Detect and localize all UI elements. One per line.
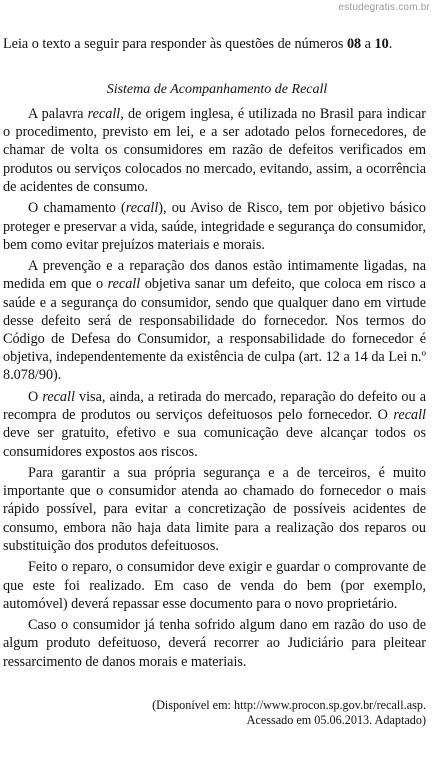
source-line-2: Acessado em 05.06.2013. Adaptado) bbox=[246, 713, 426, 727]
source-citation bbox=[152, 698, 426, 728]
paragraph-2-c: ), ou Aviso de Risco, tem por objetivo básico proteger e preservar a vida, saúde, integridade e segurança do consumidor, bem como evitar prejuízos materiais e morais. bbox=[3, 200, 427, 253]
paragraph-5: Para garantir a sua própria segurança e a de terceiros, é muito importante que o consumidor atenda ao chamado do fornecedor o mais rápido possível, para evitar a concretização de possíveis acidentes de consumo, embora não haja data limite para a realização dos reparos ou substituição dos produtos defeituosos. bbox=[3, 465, 426, 554]
paragraph-2 bbox=[3, 199, 426, 254]
paragraph-4-a: O bbox=[28, 388, 43, 405]
paragraph-7: Caso o consumidor já tenha sofrido algum dano em razão do uso de algum produto defeituoso, deverá recorrer ao Judiciário para pleitear ressarcimento de danos morais e materiais. bbox=[3, 617, 426, 670]
article-body bbox=[3, 105, 426, 674]
paragraph-2-a: O chamamento ( bbox=[28, 200, 126, 217]
paragraph-4-c: visa, ainda, a retirada do mercado, reparação do defeito ou a recompra de produtos ou serviços defeituosos pelo fornecedor. O bbox=[3, 388, 426, 424]
paragraph-1-a: A palavra bbox=[28, 106, 88, 122]
article-title: Sistema de Acompanhamento de Recall bbox=[106, 82, 328, 97]
paragraph-4-term: recall bbox=[42, 388, 75, 405]
instruction-suffix: . bbox=[388, 36, 393, 52]
instruction-prefix: Leia o texto a seguir para responder às questões de números bbox=[3, 36, 347, 52]
instruction-middle: a bbox=[361, 36, 375, 52]
source-line-1: (Disponível em: http://www.procon.sp.gov.br/recall.asp. bbox=[152, 698, 426, 712]
question-to: 10 bbox=[374, 36, 389, 52]
question-from: 08 bbox=[346, 36, 362, 52]
paragraph-1 bbox=[3, 105, 426, 196]
paragraph-1-c: , de origem inglesa, é utilizada no Brasil para indicar o procedimento, previsto em lei, e a ser adotado pelos fornecedores, de chamar de volta os consumidores em razão de defeitos verificados em produtos ou serviços colocados no mercado, evitando, assim, a ocorrência de acidentes de consumo. bbox=[3, 106, 426, 195]
instruction-line bbox=[3, 36, 428, 53]
paragraph-3-term: recall bbox=[107, 276, 141, 293]
paragraph-6: Feito o reparo, o consumidor deve exigir e guardar o comprovante de que este foi realizado. Em caso de venda do bem (por exemplo, automóvel) deverá repassar esse documento para o novo proprietário. bbox=[3, 559, 426, 612]
paragraph-3-c: objetiva sanar um defeito, que coloca em risco a saúde e a segurança do consumidor, sendo que qualquer dano em virtude desse defeito será de responsabilidade do fornecedor. Nos termos do Código de Defesa do Consumidor, a responsabilidade do fornecedor é objetiva, independentemente da existência de culpa (art. 12 a 14 da Lei n.º 8.078/90). bbox=[3, 276, 426, 384]
paragraph-2-term: recall bbox=[125, 200, 159, 217]
watermark: estudegratis.com.br bbox=[338, 2, 430, 13]
paragraph-3-a: A prevenção e a reparação dos danos estão intimamente ligadas, na medida em que o bbox=[3, 258, 426, 293]
paragraph-1-term: recall bbox=[87, 106, 121, 122]
paragraph-4 bbox=[3, 388, 426, 461]
paragraph-4-e: deve ser gratuito, efetivo e sua comunicação deve alcançar todos os consumidores expostos aos riscos. bbox=[3, 425, 426, 460]
paragraph-4-term-2: recall bbox=[393, 407, 426, 424]
paragraph-3 bbox=[3, 257, 426, 384]
